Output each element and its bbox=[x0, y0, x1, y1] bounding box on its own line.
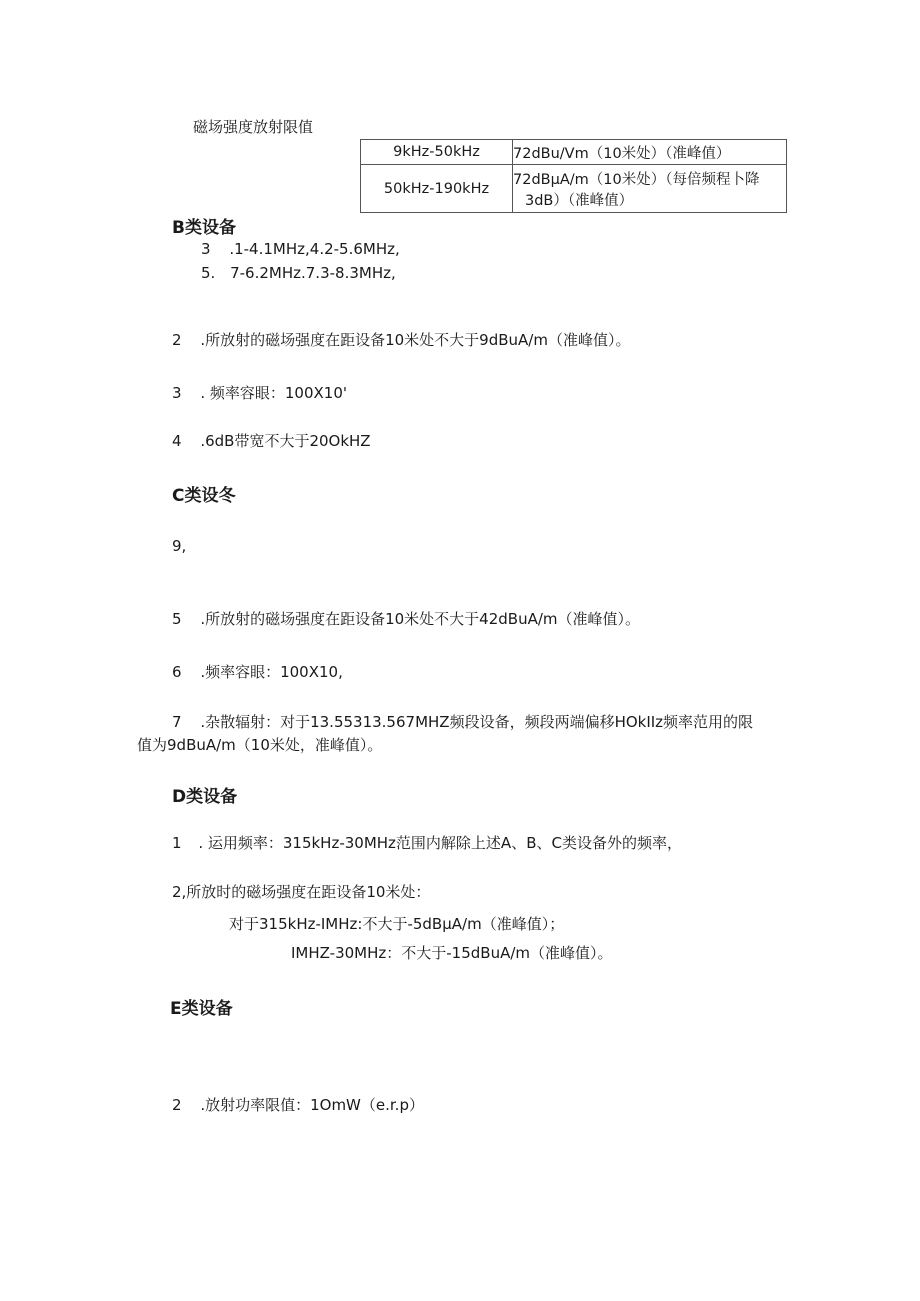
value-cell bbox=[513, 165, 787, 213]
section-c-title: C类设冬 bbox=[172, 486, 236, 506]
value-line: 72dBu/Vm（10米处）（准峰值） bbox=[513, 145, 731, 162]
item-text: .频率容眼：100X10, bbox=[200, 663, 343, 681]
freq-cell: 9kHz-50kHz bbox=[361, 140, 513, 165]
item-number: 6 bbox=[172, 663, 182, 681]
item-text: .所放射的磁场强度在距设备10米处不大于9dBuA/m（准峰值）。 bbox=[200, 331, 631, 349]
list-item bbox=[172, 1096, 424, 1114]
band-line bbox=[201, 264, 396, 282]
sub-item: 对于315kHz-IMHz:不大于-5dBμA/m（准峰值）； bbox=[229, 915, 565, 933]
item-text: .放射功率限值：1OmW（e.r.p） bbox=[200, 1096, 424, 1114]
item-number: 1 bbox=[172, 834, 182, 852]
value-line: 3dB）（准峰值） bbox=[525, 192, 634, 209]
list-item bbox=[172, 834, 682, 852]
item-number: 4 bbox=[172, 432, 182, 450]
item-number: 5 bbox=[172, 610, 182, 628]
band-line bbox=[201, 240, 400, 258]
item-number: 2 bbox=[172, 331, 182, 349]
item-number: 3 bbox=[201, 240, 211, 258]
list-item bbox=[172, 331, 630, 349]
section-e-title: E类设备 bbox=[170, 999, 233, 1019]
item-text: .6dB带宽不大于20OkHZ bbox=[200, 432, 371, 450]
item-text: . 频率容眼：100X10' bbox=[200, 384, 347, 402]
item-text: .1-4.1MHz,4.2-5.6MHz, bbox=[229, 240, 400, 258]
item-text: . 运用频率：315kHz-30MHz范围内解除上述A、B、C类设备外的频率， bbox=[198, 834, 682, 852]
item-text: .杂散辐射：对于13.55313.567MHZ频段设备，频段两端偏移HOkIIz频率范用的限 bbox=[200, 713, 754, 731]
value-cell bbox=[513, 140, 787, 165]
freq-cell: 50kHz-190kHz bbox=[361, 165, 513, 213]
section-d-title: D类设备 bbox=[172, 787, 238, 807]
item-number: 5. bbox=[201, 264, 216, 282]
list-item bbox=[172, 384, 347, 402]
item-number: 2 bbox=[172, 1096, 182, 1114]
limit-table bbox=[360, 139, 787, 213]
item-number: 7 bbox=[172, 713, 182, 731]
sub-item: IMHZ-30MHz：不大于-15dBuA/m（准峰值）。 bbox=[291, 944, 613, 962]
list-item bbox=[172, 432, 371, 450]
item-text: .所放射的磁场强度在距设备10米处不大于42dBuA/m（准峰值）。 bbox=[200, 610, 641, 628]
stray-text: 9, bbox=[172, 537, 187, 555]
table-caption: 磁场强度放射限值 bbox=[193, 118, 314, 136]
table-row bbox=[361, 165, 787, 213]
section-b-title: B类设备 bbox=[172, 218, 236, 238]
list-item bbox=[172, 713, 753, 731]
list-item: 2,所放时的磁场强度在距设备10米处： bbox=[172, 883, 431, 901]
item-number: 3 bbox=[172, 384, 182, 402]
item-text: 7-6.2MHz.7.3-8.3MHz, bbox=[230, 264, 396, 282]
table-row bbox=[361, 140, 787, 165]
value-line: 72dBμA/m（10米处）（每倍频程卜降 bbox=[513, 171, 760, 188]
list-item bbox=[172, 610, 640, 628]
list-item bbox=[172, 663, 343, 681]
item-text-continued: 值为9dBuA/m（10米处，准峰值）。 bbox=[137, 736, 383, 754]
